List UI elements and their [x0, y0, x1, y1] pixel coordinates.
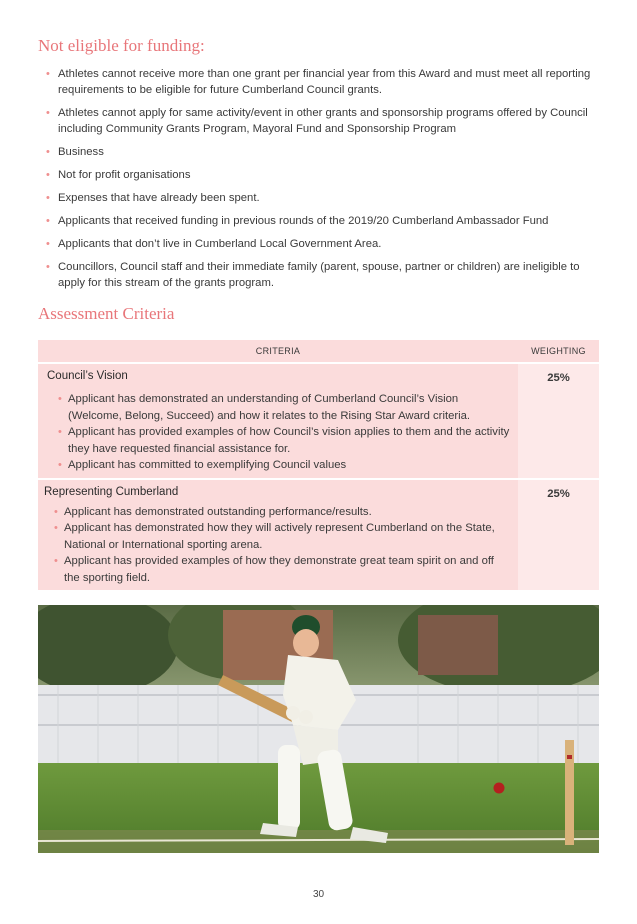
list-item-text: Applicant has provided examples of how they demonstrate great team spirit on and off the sporting field.: [64, 555, 494, 584]
list-item-text: Athletes cannot apply for same activity/event in other grants and sponsorship programs offered by Council including Community Grants Program, Mayoral Fund and Sponsorship Program: [58, 107, 588, 135]
list-item: [54, 520, 510, 553]
list-item-text: Not for profit organisations: [58, 169, 191, 181]
list-item: [46, 213, 606, 229]
criteria-list: [47, 391, 510, 474]
not-eligible-list: [46, 66, 606, 298]
criteria-title: Representing Cumberland: [44, 485, 179, 498]
list-item: [46, 105, 606, 137]
cricket-photo: [38, 605, 599, 853]
bullet-icon: •: [46, 215, 50, 227]
bullet-icon: •: [46, 192, 50, 204]
list-item-text: Applicants that received funding in previous rounds of the 2019/20 Cumberland Ambassador Fund: [58, 215, 549, 227]
assessment-heading: Assessment Criteria: [38, 304, 175, 323]
list-item-text: Applicant has demonstrated an understanding of Cumberland Council’s Vision (Welcome, Belong, Succeed) and how it relates to the Rising Star Award criteria.: [68, 393, 471, 422]
bullet-icon: •: [46, 68, 50, 80]
bullet-icon: •: [54, 555, 58, 567]
bullet-icon: •: [58, 393, 62, 405]
weighting-column-header: WEIGHTING: [518, 340, 599, 362]
list-item-text: Applicant has provided examples of how Council’s vision applies to them and the activity they have requested financial assistance for.: [68, 426, 510, 455]
table-row: [38, 480, 599, 591]
criteria-cell: [38, 364, 518, 478]
table-row: [38, 364, 599, 478]
bullet-icon: •: [46, 261, 50, 273]
not-eligible-heading: Not eligible for funding:: [38, 36, 205, 55]
list-item-text: Applicant has committed to exemplifying Council values: [68, 459, 347, 471]
list-item: [46, 190, 606, 206]
criteria-column-header: CRITERIA: [38, 340, 518, 362]
list-item: [46, 259, 606, 291]
list-item-text: Applicants that don’t live in Cumberland Local Government Area.: [58, 238, 382, 250]
page-number: 30: [312, 889, 325, 900]
list-item: [58, 391, 510, 424]
cricket-batsman-illustration: [38, 605, 599, 853]
criteria-list: [44, 504, 510, 587]
list-item-text: Athletes cannot receive more than one grant per financial year from this Award and must meet all reporting requirements to be eligible for future Cumberland Council grants.: [58, 68, 591, 96]
list-item-text: Applicant has demonstrated outstanding performance/results.: [64, 505, 372, 518]
criteria-cell: [38, 480, 518, 591]
weighting-cell: 25%: [518, 364, 599, 478]
list-item-text: Business: [58, 146, 104, 158]
list-item: [54, 553, 510, 586]
bullet-icon: •: [46, 107, 50, 119]
list-item: [46, 167, 606, 183]
list-item: [58, 424, 510, 457]
list-item: [46, 236, 606, 252]
list-item: [58, 457, 510, 474]
bullet-icon: •: [58, 426, 62, 438]
list-item: [46, 66, 606, 98]
bullet-icon: •: [46, 169, 50, 181]
list-item-text: Expenses that have already been spent.: [58, 192, 260, 204]
weighting-cell: 25%: [518, 480, 599, 591]
table-header-row: [38, 340, 599, 362]
bullet-icon: •: [46, 146, 50, 158]
bullet-icon: •: [54, 522, 58, 534]
bullet-icon: •: [54, 505, 58, 518]
criteria-table: [38, 338, 599, 592]
bullet-icon: •: [46, 238, 50, 250]
list-item-text: Councillors, Council staff and their immediate family (parent, spouse, partner or children) are ineligible to apply for this stream of the grants program.: [58, 261, 580, 289]
list-item: [46, 144, 606, 160]
list-item: [54, 504, 510, 521]
list-item-text: Applicant has demonstrated how they will actively represent Cumberland on the State, National or International sporting arena.: [64, 522, 495, 551]
bullet-icon: •: [58, 459, 62, 471]
criteria-title: Council’s Vision: [47, 370, 128, 382]
